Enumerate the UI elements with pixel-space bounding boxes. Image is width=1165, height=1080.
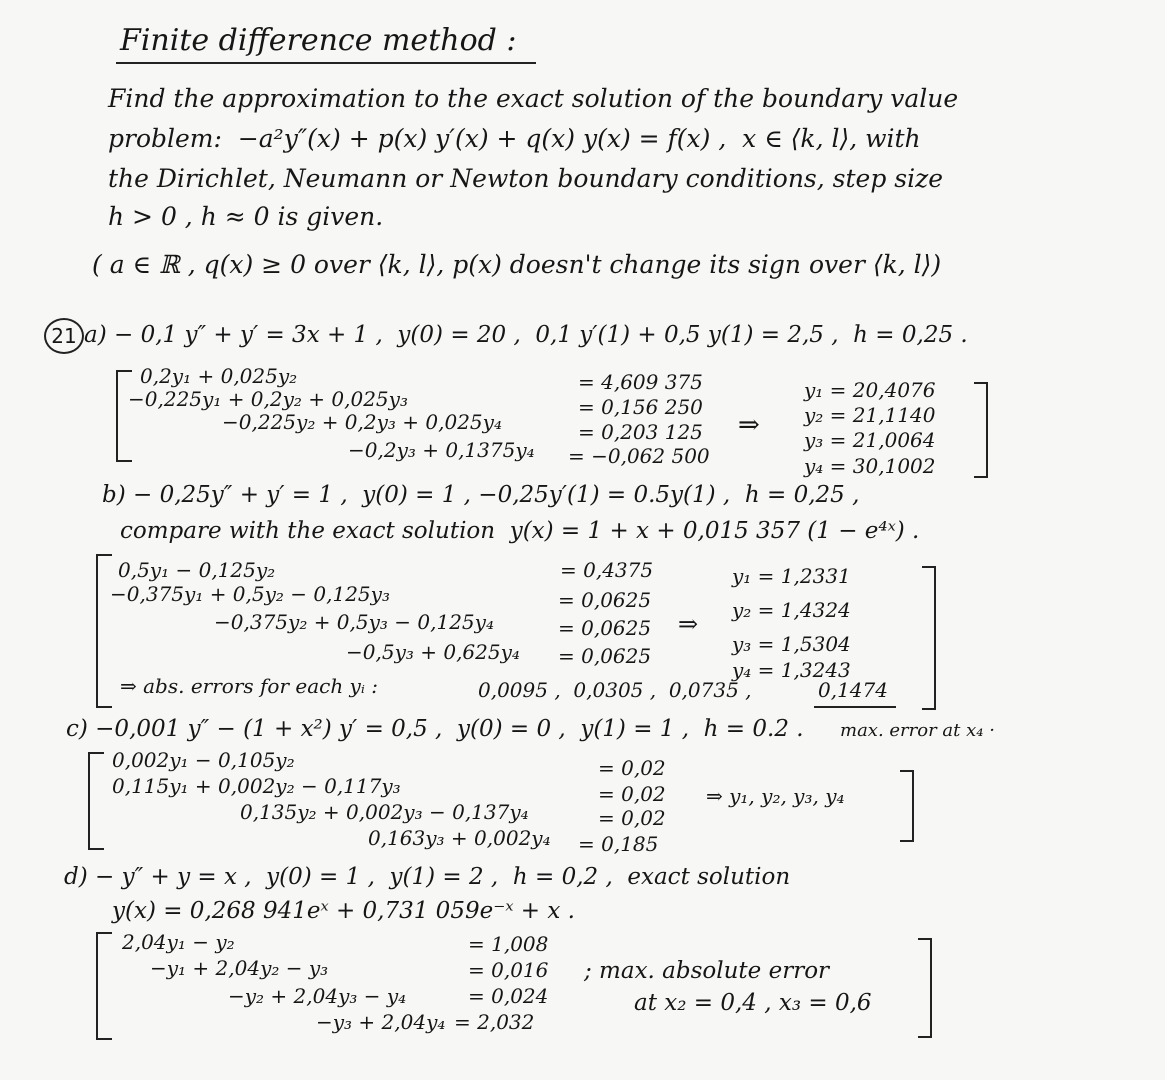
intro-line-1: Find the approximation to the exact solution of the boundary value [108,84,959,113]
part-b-header: b) − 0,25y″ + y′ = 1 , y(0) = 1 , −0,25y′(1) = 0.5y(1) , h = 0,25 , [102,482,860,508]
assumptions: ( a ∈ ℝ , q(x) ≥ 0 over ⟨k, l⟩, p(x) doesn't change its sign over ⟨k, l⟩) [92,250,942,279]
part-c-rhs-3: = 0,02 [598,806,666,830]
part-d-rhs-2: = 0,016 [468,958,549,982]
part-b-max-error-note: max. error at x₄ · [840,720,995,741]
part-d-eq-3: −y₂ + 2,04y₃ − y₄ [228,984,407,1008]
part-d-note-2: at x₂ = 0,4 , x₃ = 0,6 [634,990,872,1016]
part-b-rhs-1: = 0,4375 [560,558,654,582]
part-c-left-bracket [88,752,104,850]
part-d-exact-solution: y(x) = 0,268 941eˣ + 0,731 059e⁻ˣ + x . [112,898,575,924]
part-d-eq-2: −y₁ + 2,04y₂ − y₃ [150,956,329,980]
part-b-left-bracket [96,554,112,708]
part-c-result: ⇒ y₁, y₂, y₃, y₄ [706,784,845,808]
part-a-rhs-3: = 0,203 125 [578,420,703,444]
part-a-implies-arrow: ⇒ [738,410,760,440]
part-b-rhs-4: = 0,0625 [558,644,652,668]
part-b-sol-1: y₁ = 1,2331 [732,564,851,588]
part-d-note-1: ; max. absolute error [584,958,830,984]
page-title: Finite difference method : [120,23,517,58]
part-c-eq-1: 0,002y₁ − 0,105y₂ [112,748,295,772]
part-d-header: d) − y″ + y = x , y(0) = 1 , y(1) = 2 , h = 0,2 , exact solution [64,864,791,890]
part-b-exact-solution: compare with the exact solution y(x) = 1 + x + 0,015 357 (1 − e⁴ˣ) . [120,518,920,544]
part-b-sol-4: y₄ = 1,3243 [732,658,851,682]
part-a-rhs-2: = 0,156 250 [578,395,703,419]
part-b-eq-4: −0,5y₃ + 0,625y₄ [346,640,520,664]
part-d-rhs-3: = 0,024 [468,984,549,1008]
part-a-rhs-4: = −0,062 500 [568,444,710,468]
part-a-header: a) − 0,1 y″ + y′ = 3x + 1 , y(0) = 20 , 0,1 y′(1) + 0,5 y(1) = 2,5 , h = 0,25 . [84,322,968,348]
part-d-right-bracket [918,938,932,1038]
part-b-implies-arrow: ⇒ [678,610,699,638]
part-c-eq-4: 0,163y₃ + 0,002y₄ [368,826,551,850]
part-b-sol-2: y₂ = 1,4324 [732,598,851,622]
part-a-left-bracket [116,370,132,462]
part-a-eq-3: −0,225y₂ + 0,2y₃ + 0,025y₄ [222,410,502,434]
part-d-rhs-4: = 2,032 [454,1010,535,1034]
intro-line-4: h > 0 , h ≈ 0 is given. [108,202,384,231]
part-a-sol-1: y₁ = 20,4076 [804,378,936,402]
part-a-sol-4: y₄ = 30,1002 [804,454,936,478]
part-a-right-bracket [974,382,988,478]
part-a-sol-3: y₃ = 21,0064 [804,428,936,452]
part-c-rhs-4: = 0,185 [578,832,659,856]
part-d-eq-1: 2,04y₁ − y₂ [122,930,235,954]
part-d-eq-4: −y₃ + 2,04y₄ [316,1010,446,1034]
title-underline [116,62,536,64]
part-b-errors-label: ⇒ abs. errors for each yᵢ : [120,674,378,698]
part-a-eq-1: 0,2y₁ + 0,025y₂ [140,364,298,388]
part-c-rhs-1: = 0,02 [598,756,666,780]
intro-line-2: problem: −a²y″(x) + p(x) y′(x) + q(x) y(x) = f(x) , x ∈ ⟨k, l⟩, with [108,124,921,153]
part-c-rhs-2: = 0,02 [598,782,666,806]
max-error-underline [814,706,896,708]
part-c-header: c) −0,001 y″ − (1 + x²) y′ = 0,5 , y(0) = 0 , y(1) = 1 , h = 0.2 . [66,716,804,742]
part-d-rhs-1: = 1,008 [468,932,549,956]
part-b-rhs-3: = 0,0625 [558,616,652,640]
part-b-max-error-value: 0,1474 [818,678,888,702]
part-b-right-bracket [922,566,936,710]
part-b-eq-1: 0,5y₁ − 0,125y₂ [118,558,276,582]
part-b-eq-3: −0,375y₂ + 0,5y₃ − 0,125y₄ [214,610,494,634]
part-b-rhs-2: = 0,0625 [558,588,652,612]
part-a-sol-2: y₂ = 21,1140 [804,403,936,427]
problem-number: 21 [44,318,84,354]
part-b-sol-3: y₃ = 1,5304 [732,632,851,656]
part-b-errors-values: 0,0095 , 0,0305 , 0,0735 , [478,678,752,702]
part-d-left-bracket [96,932,112,1040]
part-a-rhs-1: = 4,609 375 [578,370,703,394]
intro-line-3: the Dirichlet, Neumann or Newton boundary conditions, step size [108,164,944,193]
part-c-right-bracket [900,770,914,842]
part-c-eq-2: 0,115y₁ + 0,002y₂ − 0,117y₃ [112,774,401,798]
part-b-eq-2: −0,375y₁ + 0,5y₂ − 0,125y₃ [110,582,390,606]
part-c-eq-3: 0,135y₂ + 0,002y₃ − 0,137y₄ [240,800,529,824]
part-a-eq-2: −0,225y₁ + 0,2y₂ + 0,025y₃ [128,387,408,411]
part-a-eq-4: −0,2y₃ + 0,1375y₄ [348,438,535,462]
